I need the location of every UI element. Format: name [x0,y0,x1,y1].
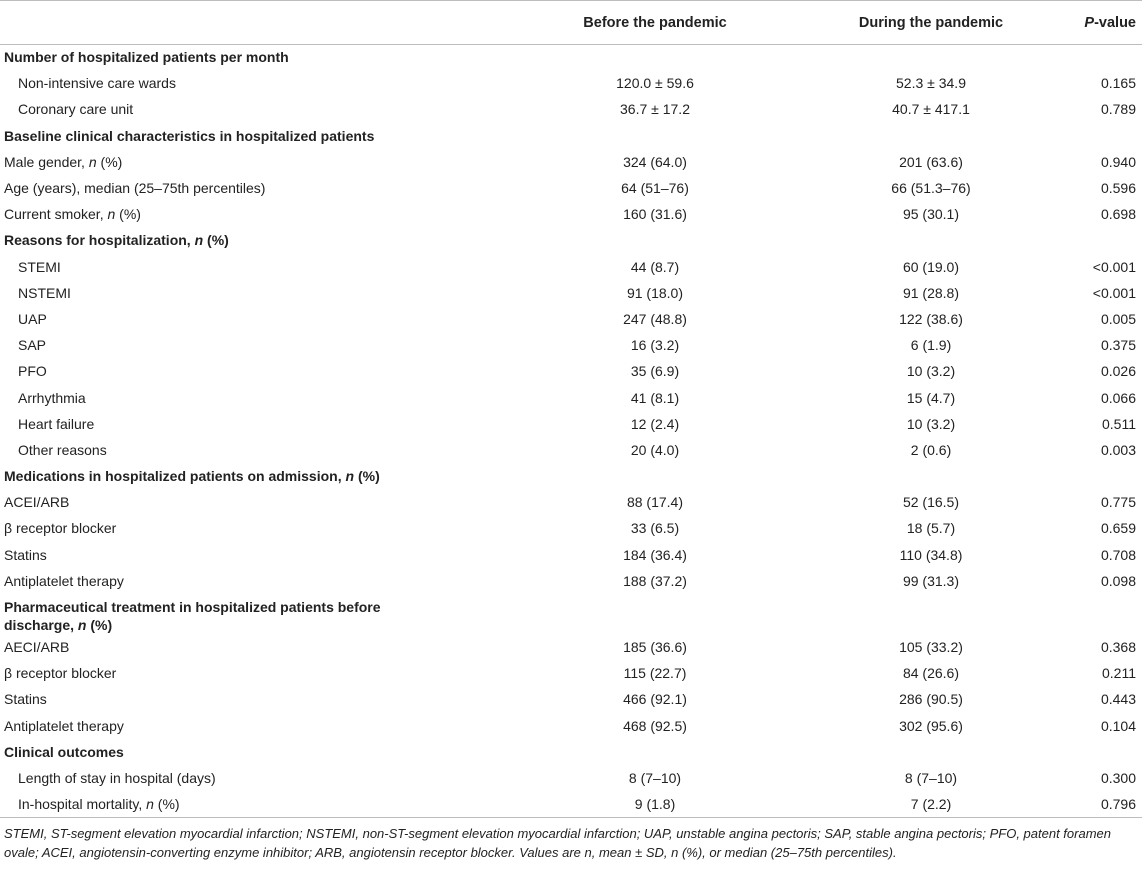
table-row [0,792,1142,818]
row-label [0,254,505,280]
row-label-text: Length of stay in hospital (days) [18,769,216,786]
cell-pvalue: 0.026 [1100,363,1136,380]
section-row [0,739,1142,765]
cell-pvalue: 0.940 [1100,153,1136,170]
section-title [0,45,1142,71]
table-row [0,71,1142,97]
cell-before: 64 (51–76) [621,180,689,197]
cell-before: 115 (22.7) [623,665,687,682]
cell-during: 6 (1.9) [910,337,952,354]
section-title [0,464,1142,490]
table-row [0,280,1142,306]
row-label [0,306,505,332]
cell-before: 91 (18.0) [626,284,684,301]
cell-pvalue: 0.300 [1100,769,1136,786]
cell-during: 52.3 ± 34.9 [896,75,966,92]
header-during: During the pandemic [805,1,1057,45]
cell-pvalue: <0.001 [1092,258,1136,275]
section-title-text: Pharmaceutical treatment in hospitalized patients before [4,598,381,615]
header-row [0,1,1142,45]
row-label [0,175,505,201]
cell-pvalue: 0.005 [1100,310,1136,327]
row-label-text: AECI/ARB [4,639,70,656]
cell-pvalue: 0.789 [1100,101,1136,118]
section-row [0,45,1142,71]
table-row [0,437,1142,463]
row-label-text: Statins [4,691,47,708]
cell-during: 10 (3.2) [906,415,956,432]
cell-during: 95 (30.1) [902,206,960,223]
cell-pvalue: <0.001 [1092,284,1136,301]
header-pvalue [1057,1,1142,45]
section-title-text: Medications in hospitalized patients on admission, [4,468,346,485]
cell-pvalue: 0.003 [1100,441,1136,458]
row-label [0,359,505,385]
table-row [0,661,1142,687]
table-row [0,634,1142,660]
row-label-text: Age (years), median (25–75th percentiles) [4,180,266,197]
row-label [0,437,505,463]
cell-pvalue: 0.775 [1100,494,1136,511]
header-pvalue-rest: -value [1094,14,1136,31]
cell-before: 184 (36.4) [623,546,687,563]
table-body [0,45,1142,818]
table-row [0,713,1142,739]
table-row [0,359,1142,385]
row-label-text: PFO [18,363,47,380]
cell-during: 8 (7–10) [904,769,958,786]
section-title [0,123,1142,149]
cell-before: 88 (17.4) [626,494,684,511]
cell-before: 36.7 ± 17.2 [620,101,690,118]
section-title [0,594,1142,634]
cell-during: 286 (90.5) [899,691,963,708]
section-title-text: Number of hospitalized patients per month [4,49,289,66]
row-label-text: NSTEMI [18,284,71,301]
cell-pvalue: 0.066 [1100,389,1136,406]
row-label-text: Heart failure [18,415,95,432]
cell-pvalue: 0.796 [1057,792,1142,818]
row-label [0,385,505,411]
row-label [0,661,505,687]
row-label [0,97,505,123]
table-row [0,306,1142,332]
table-row [0,333,1142,359]
row-label-text: Antiplatelet therapy [4,572,124,589]
cell-before: 120.0 ± 59.6 [616,75,694,92]
cell-during: 99 (31.3) [902,572,960,589]
cell-before: 160 (31.6) [623,206,687,223]
table-row [0,149,1142,175]
cell-during: 302 (95.6) [899,717,963,734]
row-label-tail: (%) [153,795,180,812]
table-row [0,568,1142,594]
row-label-text: Arrhythmia [18,389,86,406]
cell-before: 12 (2.4) [630,415,680,432]
row-label-text: Other reasons [18,441,107,458]
table-row [0,175,1142,201]
cell-pvalue: 0.659 [1100,520,1136,537]
row-label-tail: (%) [115,206,141,223]
cell-during: 110 (34.8) [899,546,963,563]
row-label [0,516,505,542]
row-label [0,411,505,437]
row-label-text: ACEI/ARB [4,494,70,511]
section-row [0,228,1142,254]
row-label-italic: n [146,795,154,812]
cell-before: 16 (3.2) [630,337,680,354]
row-label-text: STEMI [18,258,61,275]
row-label-text: β receptor blocker [4,520,117,537]
cell-pvalue: 0.165 [1100,75,1136,92]
table-row [0,385,1142,411]
cell-before: 324 (64.0) [623,153,687,170]
row-label-text: UAP [18,310,47,327]
cell-during: 15 (4.7) [906,389,956,406]
cell-during: 84 (26.6) [902,665,960,682]
table-row [0,516,1142,542]
row-label [0,149,505,175]
cell-during: 7 (2.2) [805,792,1057,818]
cell-during: 105 (33.2) [899,639,963,656]
table-row [0,202,1142,228]
cell-pvalue: 0.104 [1100,717,1136,734]
table-row [0,765,1142,791]
table-footnote: STEMI, ST-segment elevation myocardial infarction; NSTEMI, non-ST-segment elevation myocardial infarction; UAP, unstable angina pectoris; SAP, stable angina pectoris; PFO, patent foramen ovale; ACEI, angiotensin-converting enzyme inhibitor; ARB, angiotensin receptor blocker. Values are n, mean ± SD, n (%), or median (25–75th percentiles). [4,826,1111,861]
header-pvalue-italic: P [1084,14,1095,31]
cell-during: 10 (3.2) [906,363,956,380]
section-title-italic: n [345,468,355,485]
row-label [0,765,505,791]
cell-before: 466 (92.1) [623,691,687,708]
row-label [0,568,505,594]
header-before: Before the pandemic [505,1,805,45]
section-title-tail: (%) [354,468,380,485]
cell-pvalue: 0.698 [1100,206,1136,223]
cell-during: 40.7 ± 417.1 [892,101,970,118]
row-label-text: Current smoker, [4,206,108,223]
cell-during: 201 (63.6) [899,153,963,170]
row-label-text: Non-intensive care wards [18,75,176,92]
cell-during: 66 (51.3–76) [891,180,971,197]
cell-pvalue: 0.708 [1100,546,1136,563]
row-label-text: In-hospital mortality, [18,795,147,812]
row-label [0,280,505,306]
section-title [0,228,1142,254]
cell-before: 247 (48.8) [623,310,687,327]
cell-during: 122 (38.6) [899,310,963,327]
section-row [0,594,1142,634]
cell-before: 468 (92.5) [623,717,687,734]
section-title-italic: n [194,232,204,249]
section-title-line2: discharge, [4,616,78,633]
row-label-italic: n [107,206,116,223]
table-row [0,97,1142,123]
row-label [0,333,505,359]
header-label [0,1,505,45]
table-header [0,1,1142,45]
row-label-text: Statins [4,546,47,563]
section-title-text: Clinical outcomes [4,743,124,760]
row-label-text: SAP [18,337,47,354]
section-title-italic: n [77,616,87,633]
cell-pvalue: 0.368 [1100,639,1136,656]
table-row [0,542,1142,568]
cell-before: 20 (4.0) [630,441,680,458]
cell-before: 35 (6.9) [630,363,680,380]
cell-before: 33 (6.5) [630,520,680,537]
section-row [0,464,1142,490]
cell-pvalue: 0.098 [1100,572,1136,589]
row-label-italic: n [88,153,97,170]
row-label [0,490,505,516]
row-label [0,71,505,97]
cell-pvalue: 0.511 [1102,415,1136,432]
section-title-tail: (%) [86,616,113,633]
row-label [0,542,505,568]
row-label [0,202,505,228]
table-row [0,411,1142,437]
cell-during: 52 (16.5) [902,494,960,511]
section-title-tail: (%) [203,232,229,249]
cell-during: 2 (0.6) [910,441,952,458]
cell-during: 60 (19.0) [902,258,960,275]
section-title-text: Reasons for hospitalization, [4,232,195,249]
cell-pvalue: 0.596 [1100,180,1136,197]
row-label-text: β receptor blocker [4,665,117,682]
row-label-text: Male gender, [4,153,89,170]
table-row [0,254,1142,280]
section-row [0,123,1142,149]
cell-pvalue: 0.211 [1102,665,1136,682]
row-label-text: Antiplatelet therapy [4,717,124,734]
section-title [0,739,1142,765]
cell-before: 44 (8.7) [630,258,680,275]
table-row [0,490,1142,516]
cell-before: 185 (36.6) [623,639,687,656]
cell-before: 188 (37.2) [623,572,687,589]
row-label [0,634,505,660]
row-label-text: Coronary care unit [18,101,134,118]
cell-before: 8 (7–10) [628,769,682,786]
row-label [0,687,505,713]
row-label-tail: (%) [96,153,123,170]
cell-during: 18 (5.7) [906,520,956,537]
row-label [0,713,505,739]
cell-before: 41 (8.1) [630,389,680,406]
row-label [0,792,505,818]
section-title-text: Baseline clinical characteristics in hospitalized patients [4,127,375,144]
cell-pvalue: 0.375 [1100,337,1136,354]
table-row [0,687,1142,713]
cell-pvalue: 0.443 [1100,691,1136,708]
cell-before: 9 (1.8) [505,792,805,818]
cell-during: 91 (28.8) [902,284,960,301]
